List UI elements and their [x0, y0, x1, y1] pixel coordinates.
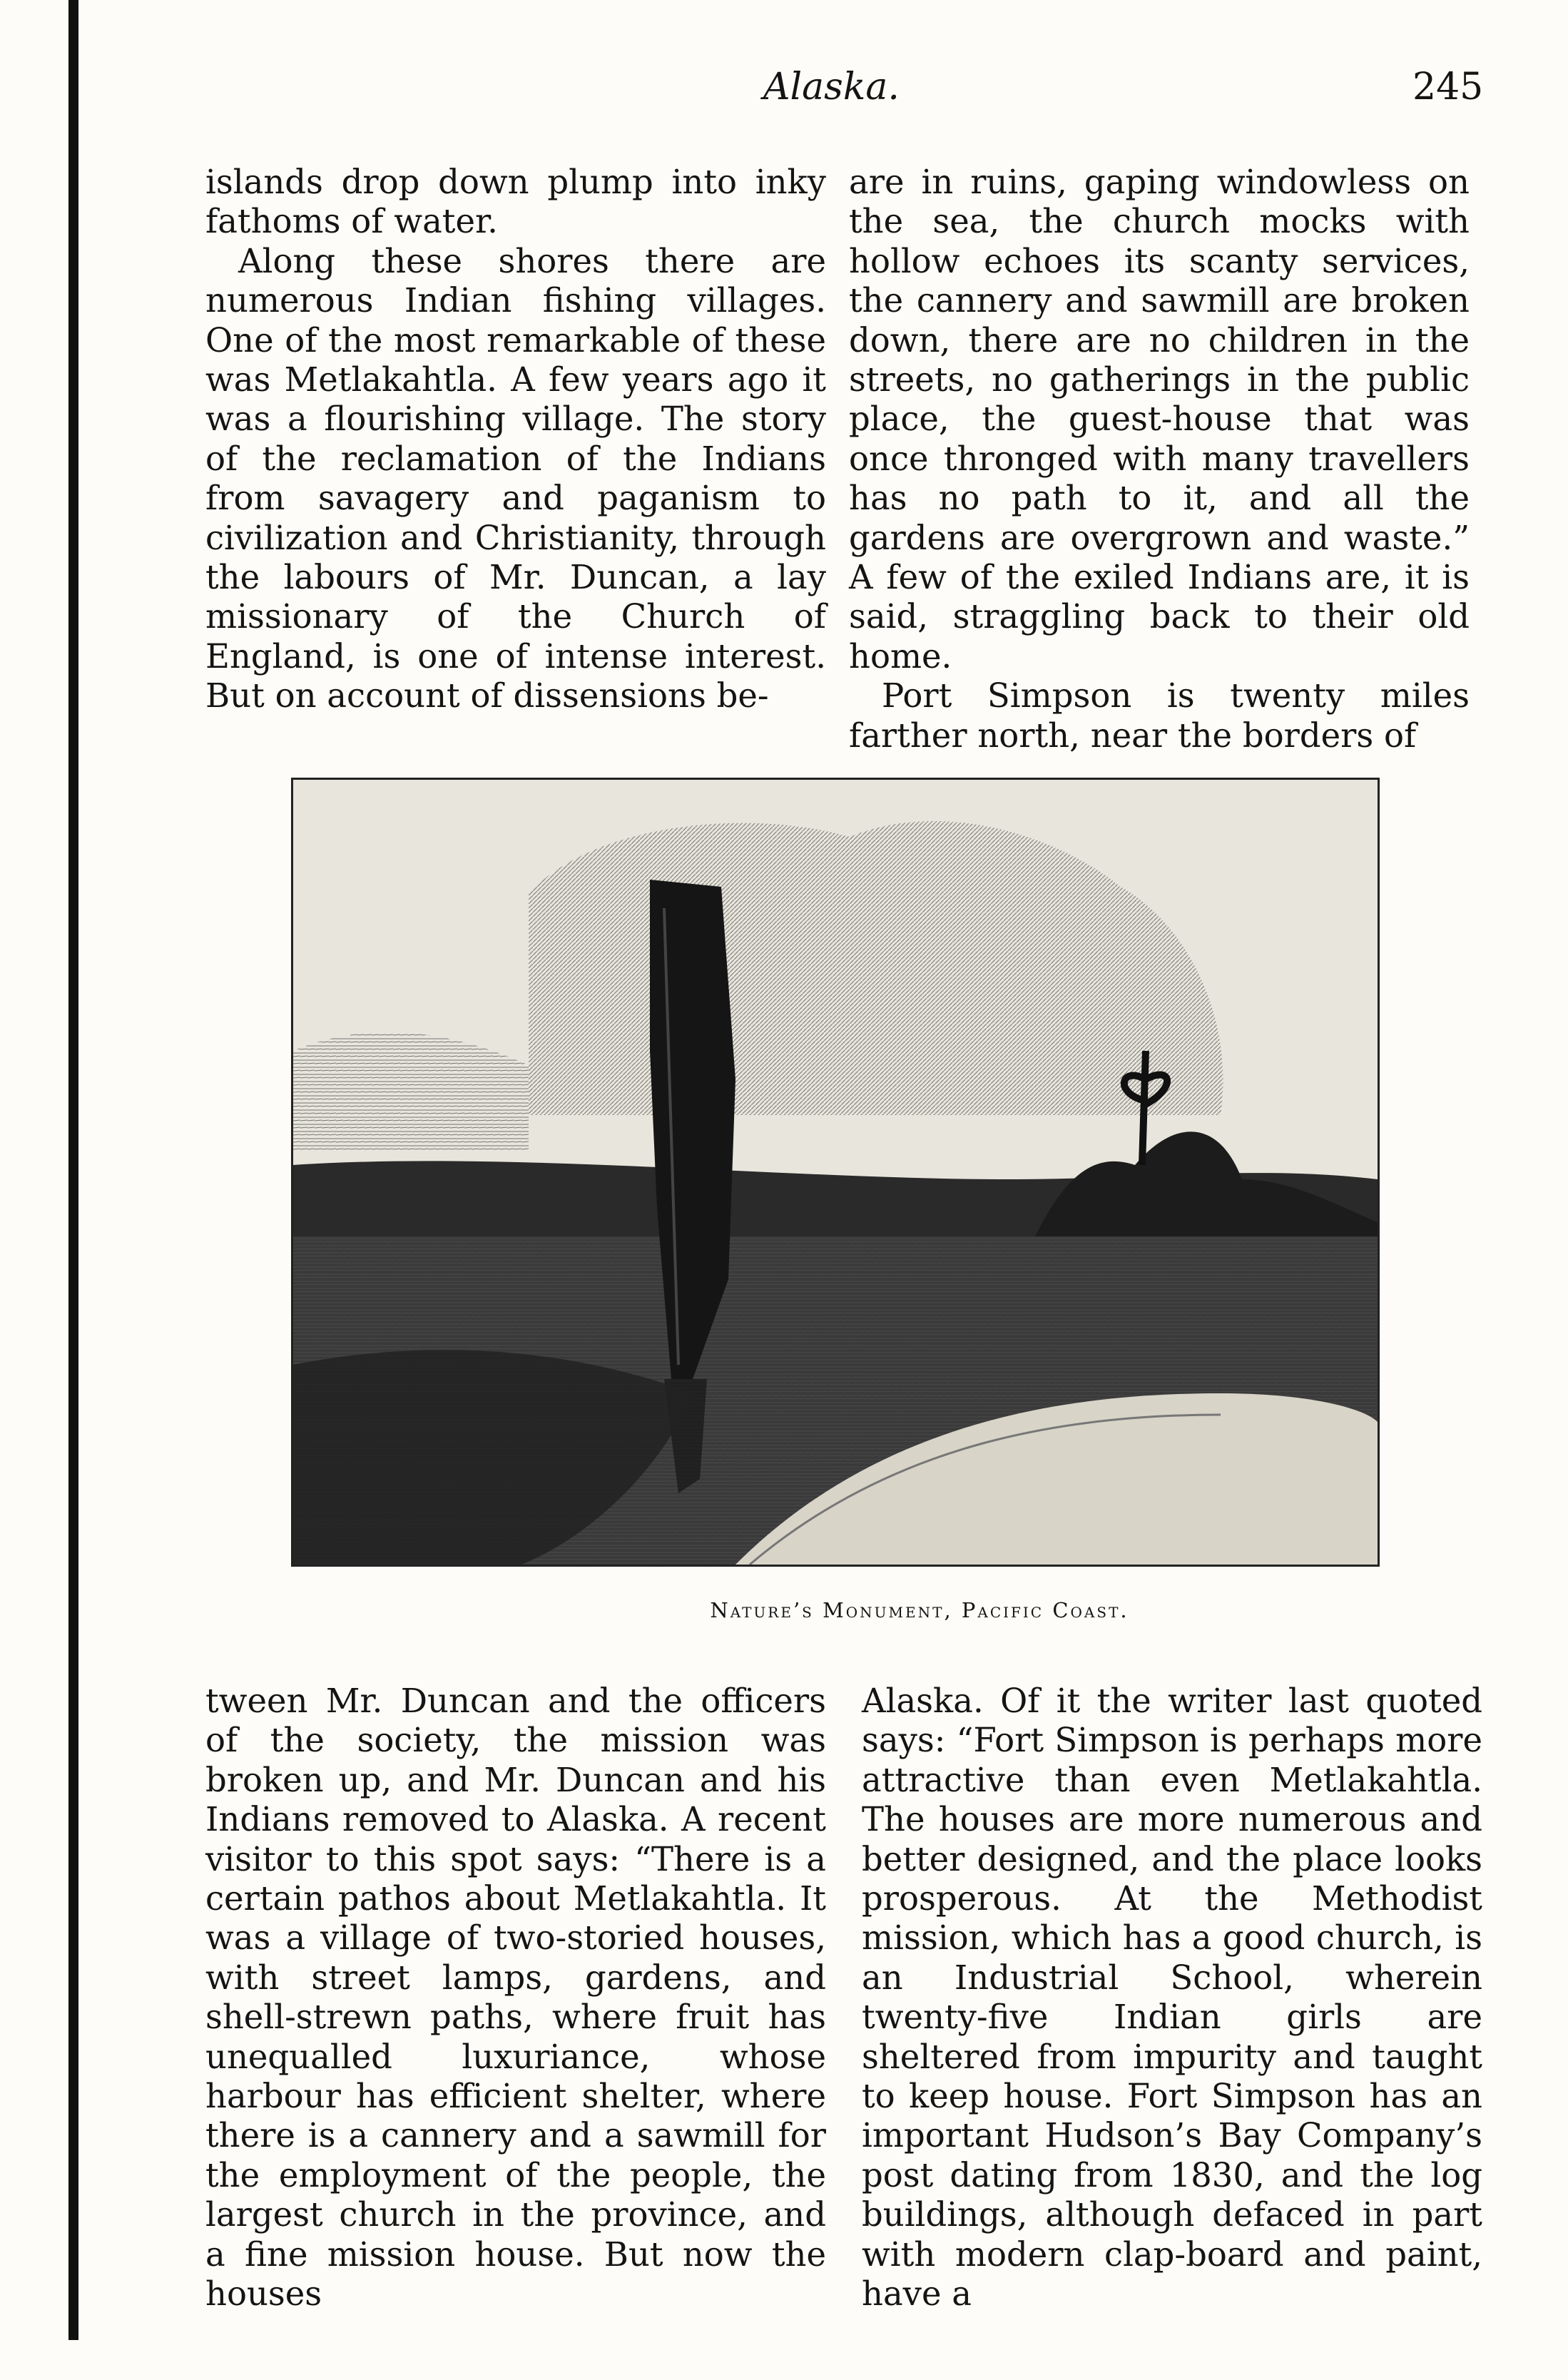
paragraph: islands drop down plump into inky fathoms of water.	[205, 163, 826, 241]
paragraph: tween Mr. Duncan and the officers of the society, the mission was broken up, and Mr. Duncan and his Indians removed to Alaska. A recent visitor to this spot says: “There is a certain pathos about Metlakahtla. It was a village of two-storied houses, with street lamps, gardens, and shell-strewn paths, where fruit has unequalled luxuriance, whose harbour has efficient shelter, where there is a cannery and a sawmill for the employment of the people, the largest church in the province, and a fine mission house. But now the houses	[205, 1682, 826, 2314]
paragraph: Port Simpson is twenty miles farther north, near the borders of	[849, 676, 1470, 755]
paragraph: Along these shores there are numerous Indian fishing villages. One of the most remarkable of these was Metlakahtla. A few years ago it was a flourishing village. The story of the reclamation of the Indians from savagery and paganism to civilization and Christianity, through the labours of Mr. Duncan, a lay missionary of the Church of England, is one of intense interest. But on account of dissensions be-	[205, 241, 826, 716]
caption-text: Nature’s Monument, Pacific Coast.	[710, 1598, 1129, 1622]
paragraph: Alaska. Of it the writer last quoted says: “Fort Simpson is perhaps more attractive than even Metlakahtla. The houses are more numerous and better designed, and the place looks prosperous. At the Methodist mission, which has a good church, is an Industrial School, wherein twenty-five Indian girls are sheltered from impurity and taught to keep house. Fort Simpson has an important Hudson’s Bay Company’s post dating from 1830, and the log buildings, although defaced in part with modern clap-board and paint, have a	[862, 1682, 1482, 2314]
column-left-top	[205, 163, 826, 716]
page-binding-edge	[68, 0, 78, 2340]
sea-stack-engraving	[293, 780, 1378, 1565]
figure-caption	[0, 1598, 1568, 1622]
running-title: Alaska.	[763, 66, 900, 108]
engraving-figure	[291, 778, 1380, 1567]
column-right-top	[849, 163, 1470, 756]
page-number: 245	[1412, 66, 1484, 108]
column-left-bottom	[205, 1682, 826, 2314]
column-right-bottom	[862, 1682, 1482, 2314]
paragraph: are in ruins, gaping windowless on the sea, the church mocks with hollow echoes its scanty services, the cannery and sawmill are broken down, there are no children in the streets, no gatherings in the public place, the guest-house that was once thronged with many travellers has no path to it, and all the gardens are overgrown and waste.” A few of the exiled Indians are, it is said, straggling back to their old home.	[849, 163, 1470, 676]
running-head	[0, 66, 1568, 123]
